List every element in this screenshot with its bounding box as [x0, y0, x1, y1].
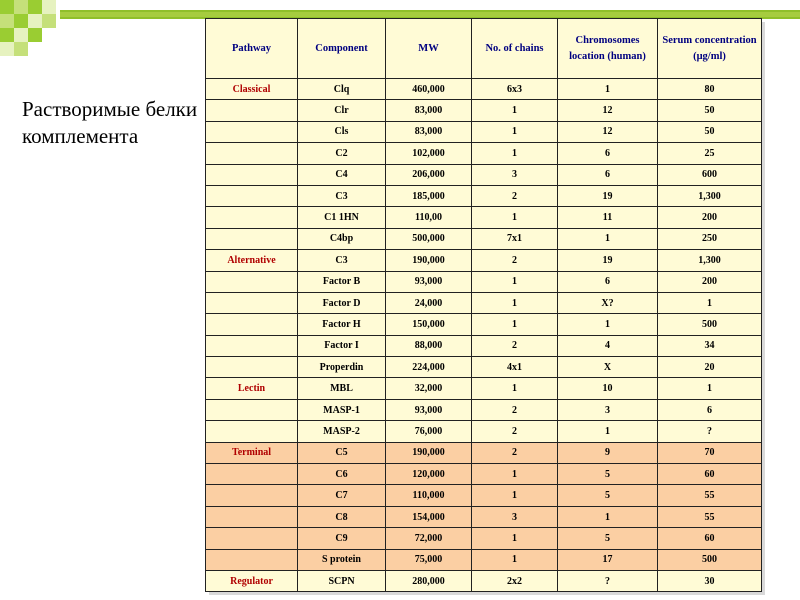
- cell-pathway: [206, 528, 298, 549]
- cell-component: Clq: [298, 79, 386, 100]
- header-pathway: Pathway: [206, 19, 298, 79]
- cell-chains: 1: [472, 271, 558, 292]
- cell-serum: 1,300: [658, 185, 762, 206]
- cell-component: C5: [298, 442, 386, 463]
- cell-chromosome: 6: [558, 143, 658, 164]
- cell-chains: 4x1: [472, 357, 558, 378]
- table-body: [206, 79, 762, 592]
- cell-serum: 30: [658, 570, 762, 591]
- cell-chromosome: 19: [558, 185, 658, 206]
- cell-mw: 500,000: [386, 228, 472, 249]
- cell-mw: 102,000: [386, 143, 472, 164]
- top-accent-bar-inner: [60, 12, 800, 17]
- cell-chromosome: 11: [558, 207, 658, 228]
- cell-pathway: [206, 399, 298, 420]
- cell-mw: 206,000: [386, 164, 472, 185]
- cell-serum: 6: [658, 399, 762, 420]
- table-row: [206, 271, 762, 292]
- cell-pathway: [206, 314, 298, 335]
- cell-chains: 1: [472, 549, 558, 570]
- cell-serum: 55: [658, 506, 762, 527]
- cell-chains: 2x2: [472, 570, 558, 591]
- cell-serum: 1,300: [658, 250, 762, 271]
- cell-pathway: [206, 228, 298, 249]
- table-row: [206, 79, 762, 100]
- header-chromosome: Chromosomes location (human): [558, 19, 658, 79]
- slide-title: Растворимые белки комплемента: [22, 97, 198, 148]
- cell-chains: 1: [472, 464, 558, 485]
- cell-mw: 280,000: [386, 570, 472, 591]
- cell-chromosome: 4: [558, 335, 658, 356]
- cell-mw: 76,000: [386, 421, 472, 442]
- cell-component: MASP-2: [298, 421, 386, 442]
- table-row: [206, 485, 762, 506]
- cell-pathway: [206, 421, 298, 442]
- header-mw: MW: [386, 19, 472, 79]
- cell-serum: 600: [658, 164, 762, 185]
- cell-pathway: Regulator: [206, 570, 298, 591]
- cell-chains: 2: [472, 185, 558, 206]
- cell-chains: 2: [472, 399, 558, 420]
- complement-table-container: [205, 18, 761, 591]
- table-row: [206, 164, 762, 185]
- cell-pathway: [206, 143, 298, 164]
- cell-component: MBL: [298, 378, 386, 399]
- cell-component: Factor H: [298, 314, 386, 335]
- header-component: Component: [298, 19, 386, 79]
- table-row: [206, 421, 762, 442]
- cell-chains: 1: [472, 485, 558, 506]
- cell-pathway: [206, 292, 298, 313]
- cell-chains: 3: [472, 506, 558, 527]
- cell-serum: 500: [658, 314, 762, 335]
- cell-component: C1 1HN: [298, 207, 386, 228]
- table-row: [206, 378, 762, 399]
- cell-chains: 2: [472, 335, 558, 356]
- table-row: [206, 549, 762, 570]
- cell-component: Clr: [298, 100, 386, 121]
- table-row: [206, 100, 762, 121]
- cell-serum: 1: [658, 378, 762, 399]
- cell-mw: 150,000: [386, 314, 472, 335]
- table-row: [206, 335, 762, 356]
- cell-mw: 88,000: [386, 335, 472, 356]
- table-row: [206, 228, 762, 249]
- cell-chromosome: 12: [558, 100, 658, 121]
- cell-chromosome: 5: [558, 485, 658, 506]
- cell-component: Factor I: [298, 335, 386, 356]
- cell-mw: 83,000: [386, 121, 472, 142]
- cell-mw: 185,000: [386, 185, 472, 206]
- table-row: [206, 185, 762, 206]
- cell-chromosome: 1: [558, 228, 658, 249]
- cell-chromosome: 5: [558, 528, 658, 549]
- header-chains: No. of chains: [472, 19, 558, 79]
- table-row: [206, 442, 762, 463]
- cell-pathway: [206, 485, 298, 506]
- cell-chains: 1: [472, 100, 558, 121]
- cell-mw: 72,000: [386, 528, 472, 549]
- cell-chromosome: X: [558, 357, 658, 378]
- cell-chromosome: 1: [558, 421, 658, 442]
- cell-pathway: Lectin: [206, 378, 298, 399]
- table-row: [206, 121, 762, 142]
- cell-chromosome: 6: [558, 164, 658, 185]
- cell-serum: 60: [658, 464, 762, 485]
- cell-component: C9: [298, 528, 386, 549]
- cell-serum: 50: [658, 121, 762, 142]
- table-row: [206, 399, 762, 420]
- cell-pathway: [206, 207, 298, 228]
- cell-component: C3: [298, 250, 386, 271]
- cell-pathway: [206, 100, 298, 121]
- cell-pathway: Terminal: [206, 442, 298, 463]
- cell-component: SCPN: [298, 570, 386, 591]
- table-row: [206, 528, 762, 549]
- header-serum: Serum concentration (μg/ml): [658, 19, 762, 79]
- cell-serum: 50: [658, 100, 762, 121]
- cell-mw: 190,000: [386, 442, 472, 463]
- cell-serum: 34: [658, 335, 762, 356]
- cell-component: C2: [298, 143, 386, 164]
- cell-chromosome: 1: [558, 314, 658, 335]
- cell-serum: 25: [658, 143, 762, 164]
- cell-chains: 1: [472, 143, 558, 164]
- cell-chains: 6x3: [472, 79, 558, 100]
- cell-chains: 1: [472, 292, 558, 313]
- cell-component: C6: [298, 464, 386, 485]
- cell-serum: 200: [658, 207, 762, 228]
- cell-mw: 110,00: [386, 207, 472, 228]
- table-row: [206, 357, 762, 378]
- table-row: [206, 570, 762, 591]
- cell-pathway: [206, 121, 298, 142]
- cell-chromosome: 6: [558, 271, 658, 292]
- table-row: [206, 250, 762, 271]
- cell-chromosome: 3: [558, 399, 658, 420]
- cell-mw: 83,000: [386, 100, 472, 121]
- cell-chains: 1: [472, 378, 558, 399]
- table-row: [206, 314, 762, 335]
- cell-chromosome: 9: [558, 442, 658, 463]
- cell-pathway: [206, 549, 298, 570]
- cell-chains: 1: [472, 207, 558, 228]
- cell-mw: 224,000: [386, 357, 472, 378]
- table-row: [206, 506, 762, 527]
- cell-mw: 75,000: [386, 549, 472, 570]
- cell-chromosome: 19: [558, 250, 658, 271]
- cell-mw: 460,000: [386, 79, 472, 100]
- cell-component: Factor D: [298, 292, 386, 313]
- cell-serum: 200: [658, 271, 762, 292]
- cell-serum: 500: [658, 549, 762, 570]
- table-row: [206, 292, 762, 313]
- cell-component: C4: [298, 164, 386, 185]
- cell-chromosome: 1: [558, 506, 658, 527]
- cell-pathway: [206, 185, 298, 206]
- cell-chains: 2: [472, 421, 558, 442]
- cell-component: S protein: [298, 549, 386, 570]
- cell-component: Cls: [298, 121, 386, 142]
- cell-chromosome: ?: [558, 570, 658, 591]
- complement-table: [205, 18, 762, 592]
- cell-serum: ?: [658, 421, 762, 442]
- cell-mw: 24,000: [386, 292, 472, 313]
- cell-component: MASP-1: [298, 399, 386, 420]
- cell-mw: 93,000: [386, 271, 472, 292]
- cell-pathway: [206, 271, 298, 292]
- cell-mw: 32,000: [386, 378, 472, 399]
- cell-pathway: [206, 335, 298, 356]
- cell-pathway: Alternative: [206, 250, 298, 271]
- cell-chains: 1: [472, 121, 558, 142]
- cell-chromosome: 17: [558, 549, 658, 570]
- cell-component: C8: [298, 506, 386, 527]
- cell-serum: 250: [658, 228, 762, 249]
- cell-pathway: [206, 506, 298, 527]
- cell-pathway: Classical: [206, 79, 298, 100]
- cell-serum: 80: [658, 79, 762, 100]
- cell-pathway: [206, 164, 298, 185]
- cell-chains: 2: [472, 442, 558, 463]
- cell-chromosome: 12: [558, 121, 658, 142]
- table-row: [206, 464, 762, 485]
- cell-component: C4bp: [298, 228, 386, 249]
- cell-serum: 55: [658, 485, 762, 506]
- cell-mw: 120,000: [386, 464, 472, 485]
- cell-component: C7: [298, 485, 386, 506]
- cell-chromosome: X?: [558, 292, 658, 313]
- cell-chains: 7x1: [472, 228, 558, 249]
- cell-component: Properdin: [298, 357, 386, 378]
- cell-mw: 110,000: [386, 485, 472, 506]
- cell-serum: 1: [658, 292, 762, 313]
- cell-serum: 60: [658, 528, 762, 549]
- cell-serum: 70: [658, 442, 762, 463]
- cell-pathway: [206, 464, 298, 485]
- table-row: [206, 207, 762, 228]
- cell-pathway: [206, 357, 298, 378]
- cell-chromosome: 5: [558, 464, 658, 485]
- cell-chromosome: 10: [558, 378, 658, 399]
- table-row: [206, 143, 762, 164]
- cell-serum: 20: [658, 357, 762, 378]
- cell-component: Factor B: [298, 271, 386, 292]
- cell-chains: 3: [472, 164, 558, 185]
- cell-chains: 1: [472, 528, 558, 549]
- cell-mw: 190,000: [386, 250, 472, 271]
- cell-chromosome: 1: [558, 79, 658, 100]
- cell-chains: 1: [472, 314, 558, 335]
- table-header-row: [206, 19, 762, 79]
- cell-mw: 93,000: [386, 399, 472, 420]
- cell-component: C3: [298, 185, 386, 206]
- cell-chains: 2: [472, 250, 558, 271]
- cell-mw: 154,000: [386, 506, 472, 527]
